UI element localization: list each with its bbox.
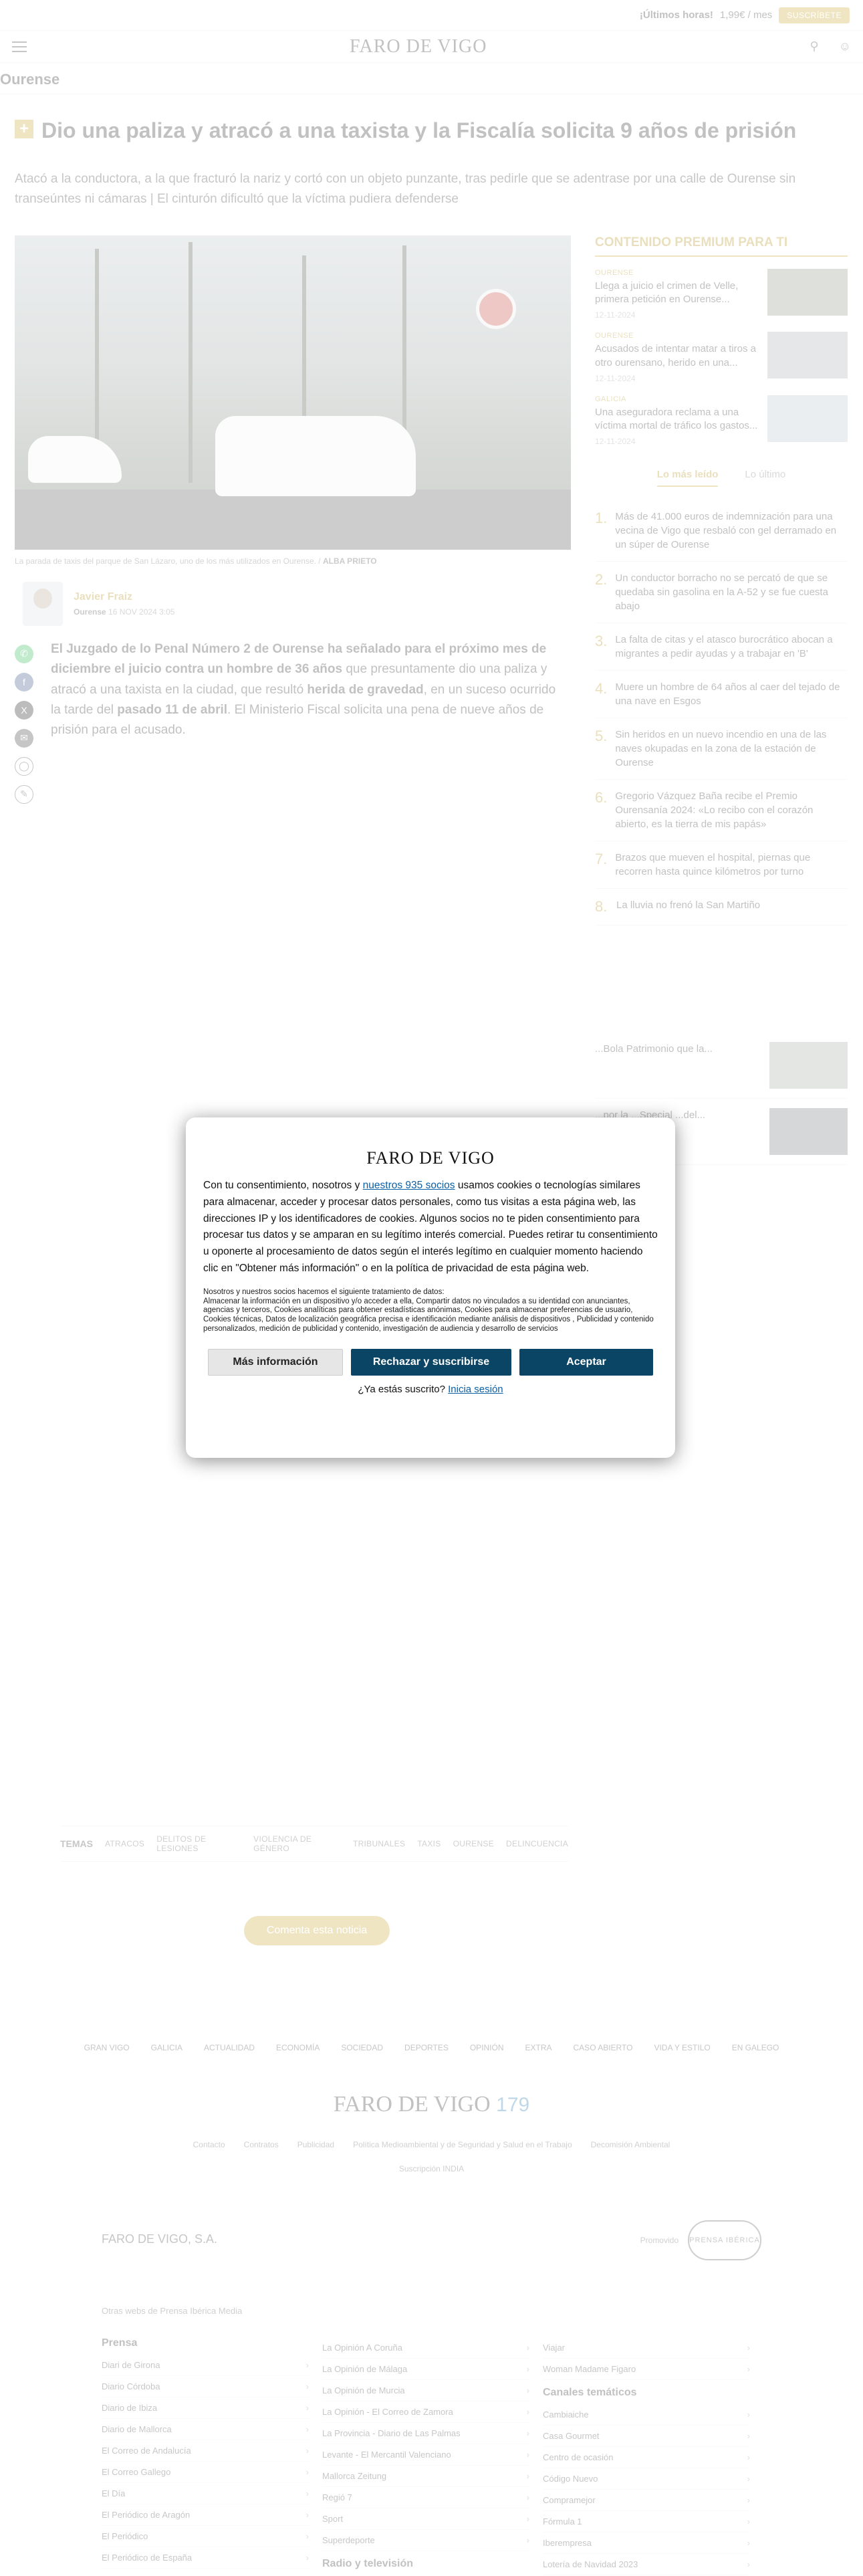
partners-link[interactable]: nuestros 935 socios bbox=[362, 1180, 455, 1191]
reject-subscribe-button[interactable]: Rechazar y suscribirse bbox=[351, 1349, 511, 1376]
consent-dialog bbox=[186, 1117, 675, 1458]
consent-logo: FARO DE VIGO bbox=[366, 1148, 495, 1168]
accept-button[interactable]: Aceptar bbox=[519, 1349, 653, 1376]
consent-purposes: Nosotros y nuestros socios hacemos el siguiente tratamiento de datos: Almacenar la información en un dispositivo y/o acceder a ella, Compartir datos no vinculados a su identidad con anunciantes, agencias y terceros, Cookies analíticas para obtener estadísticas anónimas, Cookies para almacenar preferencias de usuario, Cookies técnicas, Datos de localización geográfica precisa e identificación mediante análisis de dispositivos , Publicidad y contenido personalizados, medición de publicidad y contenido, investigación de audiencia y desarrollo de servicios bbox=[203, 1287, 654, 1333]
login-prompt: ¿Ya estás suscrito? Inicia sesión bbox=[358, 1383, 503, 1395]
login-link[interactable]: Inicia sesión bbox=[448, 1383, 503, 1395]
consent-text: Con tu consentimiento, nosotros y nuestros 935 socios usamos cookies o tecnologías similares para almacenar, acceder y procesar datos personales, como tus visitas a esta página web, las direcciones IP y los identificadores de cookies. Algunos socios no te piden consentimiento para procesar tus datos y se amparan en su legítimo interés comercial. Puedes retirar tu consentimiento u oponerte al procesamiento de datos según el interés legítimo en cualquier momento haciendo clic en "Obtener más información" o en la política de privacidad de esta página web. bbox=[203, 1180, 658, 1274]
more-info-button[interactable]: Más información bbox=[208, 1349, 343, 1376]
